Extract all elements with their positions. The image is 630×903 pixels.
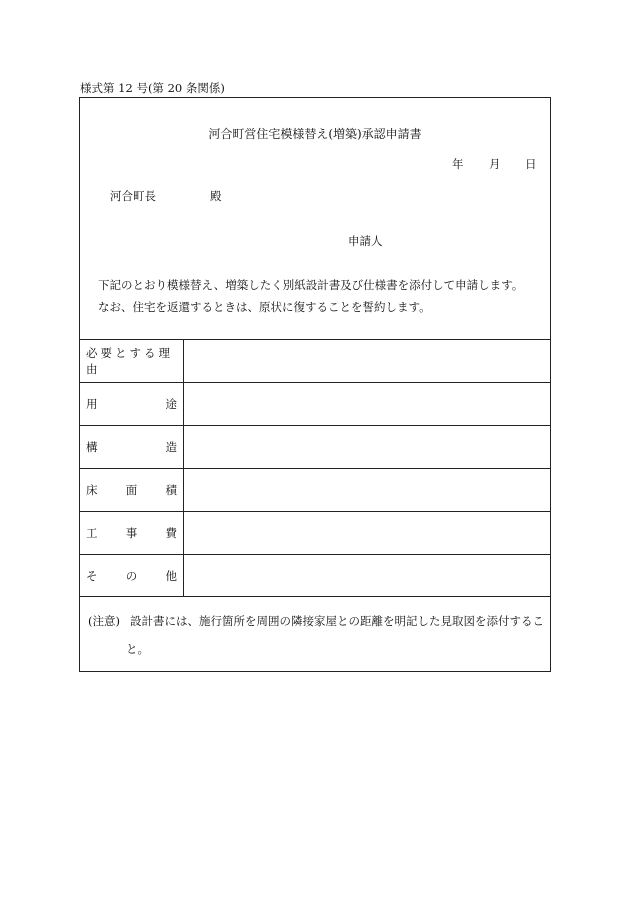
application-form (79, 97, 551, 672)
date-month-label: 月 (489, 157, 501, 171)
row-label-char: 構 (86, 440, 98, 454)
note-heading: (注意) (88, 614, 120, 628)
row-label-structure (80, 426, 184, 468)
row-label-char: 用 (86, 397, 98, 411)
other-field[interactable] (184, 555, 550, 597)
form-title: 河合町営住宅模様替え(増築)承認申請書 (208, 127, 422, 141)
body-line-1: 下記のとおり模様替え、増築したく別紙設計書及び仕様書を添付して申請します。 (98, 278, 524, 292)
row-floor-area (80, 468, 550, 511)
usage-field[interactable] (184, 383, 550, 425)
row-label-char: 途 (165, 397, 177, 411)
date-year-label: 年 (452, 157, 464, 171)
body-line-2: なお、住宅を返還するときは、原状に復することを誓約します。 (98, 300, 431, 314)
addressee: 河合町長 (110, 189, 156, 203)
row-label-char: 造 (165, 440, 177, 454)
row-label-char: 事 (125, 526, 138, 540)
row-label-reason: 必要とする理由 (80, 340, 184, 382)
row-label-char: 他 (165, 569, 177, 583)
row-label-char: の (125, 569, 138, 583)
row-label-char: 工 (86, 526, 98, 540)
row-structure (80, 425, 550, 468)
row-construction-cost (80, 511, 550, 554)
construction-cost-field[interactable] (184, 512, 550, 554)
date-day-label: 日 (525, 157, 537, 171)
row-label-char: 床 (86, 483, 98, 497)
row-label-usage (80, 383, 184, 425)
row-label-other (80, 555, 184, 597)
row-usage (80, 382, 550, 425)
structure-field[interactable] (184, 426, 550, 468)
row-label-char: 積 (165, 483, 177, 497)
row-label-char: そ (86, 569, 98, 583)
row-reason (80, 339, 550, 382)
note-text: 設計書には、施行箇所を周囲の隣接家屋との距離を明記した見取図を添付するこ (130, 614, 544, 628)
honorific: 殿 (210, 189, 222, 203)
row-label-construction-cost (80, 512, 184, 554)
row-other (80, 554, 550, 597)
applicant-label: 申請人 (348, 234, 383, 248)
floor-area-field[interactable] (184, 469, 550, 511)
form-number: 様式第 12 号(第 20 条関係) (80, 81, 225, 95)
note-section (80, 596, 550, 656)
reason-field[interactable] (184, 340, 550, 382)
note-continuation: と。 (126, 642, 149, 656)
row-label-char: 面 (125, 483, 138, 497)
row-label-char: 費 (165, 526, 177, 540)
row-label-floor-area (80, 469, 184, 511)
